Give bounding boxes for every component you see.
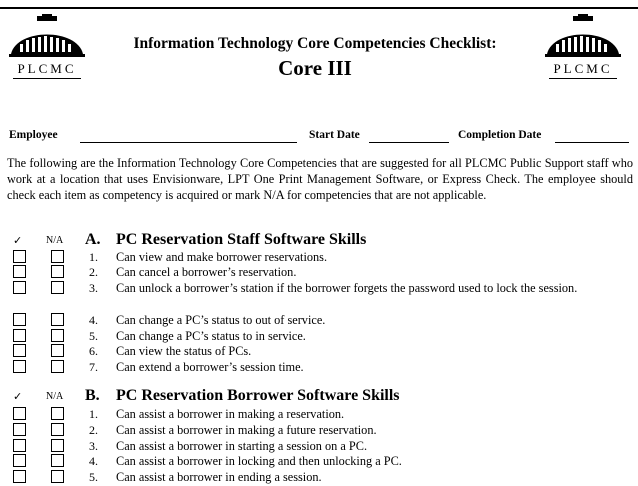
document-title: Information Technology Core Competencies Checklist: xyxy=(133,35,497,52)
intro-paragraph: The following are the Information Technology Core Competencies that are suggested for all PLCMC Public Support staff who work at a location that uses Envisionware, LPT One Print Management Software, or Express Check. The employee should check each item as competency is acquired or mark N/A for competencies that are not applicable. xyxy=(7,156,633,202)
competency-item: Can cancel a borrower’s reservation. xyxy=(116,265,297,279)
check-box[interactable] xyxy=(13,344,26,357)
check-box[interactable] xyxy=(13,454,26,467)
completion-date-label: Completion Date xyxy=(458,129,542,141)
competency-item: Can assist a borrower in locking and then unlocking a PC. xyxy=(116,454,402,468)
na-column-header: N/A xyxy=(46,235,64,246)
competency-item: Can view the status of PCs. xyxy=(116,344,252,358)
completion-date-field[interactable] xyxy=(555,142,629,143)
na-column-header: N/A xyxy=(46,391,64,402)
check-box[interactable] xyxy=(13,281,26,294)
competency-item: Can extend a borrower’s session time. xyxy=(116,360,304,374)
item-number: 4. xyxy=(89,454,98,468)
item-number: 4. xyxy=(89,313,98,327)
section-a-title: PC Reservation Staff Software Skills xyxy=(116,231,367,248)
competency-item: Can change a PC’s status to out of service. xyxy=(116,313,326,327)
check-box[interactable] xyxy=(13,360,26,373)
logo-rule xyxy=(13,78,81,79)
section-b-letter: B. xyxy=(85,387,100,404)
check-box[interactable] xyxy=(13,439,26,452)
item-number: 6. xyxy=(89,344,98,358)
na-box[interactable] xyxy=(51,250,64,263)
item-number: 5. xyxy=(89,329,98,343)
section-b-title: PC Reservation Borrower Software Skills xyxy=(116,387,400,404)
document-subtitle: Core III xyxy=(278,56,352,80)
logo-text: PLCMC xyxy=(553,61,613,76)
na-box[interactable] xyxy=(51,423,64,436)
na-box[interactable] xyxy=(51,313,64,326)
check-box[interactable] xyxy=(13,313,26,326)
na-box[interactable] xyxy=(51,281,64,294)
check-box[interactable] xyxy=(13,265,26,278)
plcmc-logo-left xyxy=(9,14,85,80)
check-column-header: ✓ xyxy=(13,235,23,247)
item-number: 5. xyxy=(89,470,98,484)
logo-text: PLCMC xyxy=(17,61,77,76)
na-box[interactable] xyxy=(51,407,64,420)
check-box[interactable] xyxy=(13,250,26,263)
competency-item: Can assist a borrower in starting a session on a PC. xyxy=(116,439,368,453)
employee-label: Employee xyxy=(9,129,58,141)
section-a-letter: A. xyxy=(85,231,101,248)
start-date-field[interactable] xyxy=(369,142,449,143)
logo-rule xyxy=(549,78,617,79)
employee-field[interactable] xyxy=(80,142,297,143)
item-number: 7. xyxy=(89,360,98,374)
plcmc-logo-right xyxy=(545,14,621,80)
library-building-icon xyxy=(9,14,85,60)
competency-item: Can assist a borrower in making a reservation. xyxy=(116,407,345,421)
library-building-icon xyxy=(545,14,621,60)
na-box[interactable] xyxy=(51,454,64,467)
item-number: 3. xyxy=(89,439,98,453)
top-rule xyxy=(0,7,638,9)
na-box[interactable] xyxy=(51,360,64,373)
start-date-label: Start Date xyxy=(309,129,360,141)
na-box[interactable] xyxy=(51,344,64,357)
na-box[interactable] xyxy=(51,329,64,342)
check-box[interactable] xyxy=(13,423,26,436)
competency-item: Can assist a borrower in making a future reservation. xyxy=(116,423,377,437)
check-box[interactable] xyxy=(13,407,26,420)
item-number: 2. xyxy=(89,423,98,437)
check-box[interactable] xyxy=(13,470,26,483)
item-number: 1. xyxy=(89,407,98,421)
item-number: 2. xyxy=(89,265,98,279)
na-box[interactable] xyxy=(51,265,64,278)
item-number: 1. xyxy=(89,250,98,264)
competency-item: Can view and make borrower reservations. xyxy=(116,250,328,264)
competency-item: Can unlock a borrower’s station if the borrower forgets the password used to lock the session. xyxy=(116,281,578,295)
check-box[interactable] xyxy=(13,329,26,342)
competency-item: Can change a PC’s status to in service. xyxy=(116,329,306,343)
check-column-header: ✓ xyxy=(13,391,23,403)
na-box[interactable] xyxy=(51,470,64,483)
na-box[interactable] xyxy=(51,439,64,452)
competency-item: Can assist a borrower in ending a session. xyxy=(116,470,322,484)
item-number: 3. xyxy=(89,281,98,295)
